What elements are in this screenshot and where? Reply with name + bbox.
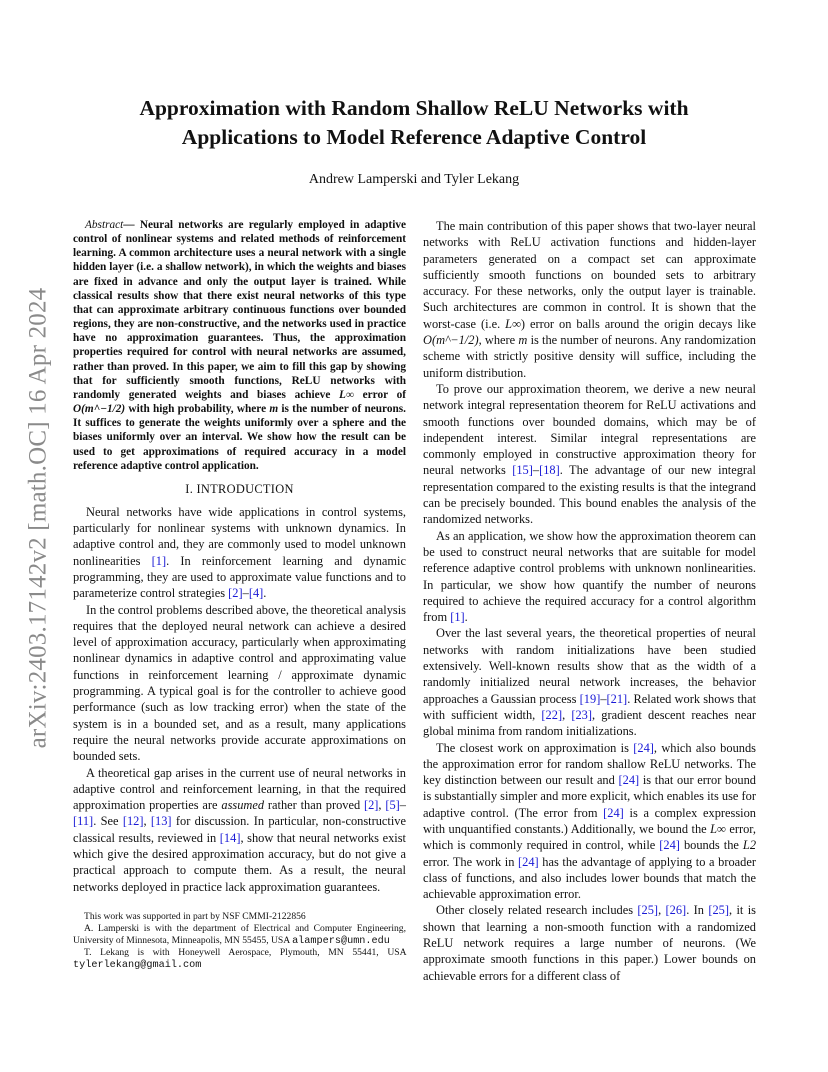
text-run: Other closely related research includes xyxy=(436,903,638,918)
abstract-label: Abstract xyxy=(85,219,124,231)
right-paragraph-6 xyxy=(423,902,756,983)
abstract xyxy=(73,218,406,473)
abstract-text-4: is the number of neurons. It suffices to generate the weights uniformly over a sphere and the biases uniformly over an interval. We show how the result can be used to get approximations of required accuracy in a model reference adaptive control application. xyxy=(73,403,406,472)
text-run: is the number of neurons. Any randomization scheme with strictly positive density will suffice, including the uniform distribution. xyxy=(423,333,756,380)
email-lekang[interactable]: tylerlekang@gmail.com xyxy=(73,960,202,972)
text-run: . The advantage of our new integral representation compared to the existing results is that the integrand can be precisely bounded. This bound enables the analysis of the randomized networks. xyxy=(423,463,756,527)
citation-link[interactable]: [25] xyxy=(708,903,729,918)
text-run: . In xyxy=(686,903,709,918)
text-run: A. Lamperski is with the department of Electrical and Computer Engineering, University of Minnesota, Minneapolis, MN 55455, USA xyxy=(73,922,406,946)
text-run: , xyxy=(658,903,666,918)
email-lamperski[interactable]: alampers@umn.edu xyxy=(292,935,390,947)
text-run: To prove our approximation theorem, we derive a new neural network integral representation theorem for ReLU activations and smooth functions over bounded domains, which may be of independent interest. Similar integral representations are commonly employed in constructive approximation theory for neural networks xyxy=(423,381,756,478)
text-run: error, which is commonly required in control, while xyxy=(423,821,756,853)
section-heading-introduction: I. INTRODUCTION xyxy=(185,481,294,496)
citation-link[interactable]: [5] xyxy=(385,798,400,813)
title-line-2: Applications to Model Reference Adaptive Control xyxy=(181,125,647,149)
citation-link[interactable]: [18] xyxy=(539,463,560,478)
left-column xyxy=(73,218,406,972)
abstract-text-3: with high probability, where xyxy=(125,403,270,416)
right-paragraph-4 xyxy=(423,625,756,739)
text-run: , it is shown that learning a non-smooth function with a randomized ReLU network requires a large number of neurons. (We approximate smooth functions in this paper.) Lower bounds on achievable errors for a different class of xyxy=(423,903,756,983)
text-run: – xyxy=(242,586,249,601)
text-run: . Related work shows that with sufficient width, xyxy=(423,691,757,722)
citation-link[interactable]: [15] xyxy=(512,463,533,478)
footnote-lamperski xyxy=(73,923,406,948)
text-run: rather than proved xyxy=(264,798,364,813)
citation-link[interactable]: [21] xyxy=(606,691,628,706)
text-run: Neural networks have wide applications in control systems, particularly for nonlinear systems with unknown dynamics. In adaptive control and, they are commonly used to model unknown nonlinearities xyxy=(73,504,406,568)
abstract-text-1: Neural networks are regularly employed in adaptive control of nonlinear systems and related methods of reinforcement learning. A common architecture uses a neural network with a single hidden layer (i.e. a shallow network), in which the weights and biases are fixed in advance and only the output layer is trained. While classical results show that there exist neural networks of this type that can approximate arbitrary continuous functions over bounded regions, they are non-constructive, and the networks used in practice have no approximation guarantees. Thus, the approximation properties required for control with neural networks are assumed, rather than proved. In this paper, we aim to fill this gap by showing that for sufficiently smooth functions, ReLU networks with randomly generated weights and biases achieve xyxy=(73,219,406,401)
abstract-math-linf: L∞ xyxy=(339,388,354,401)
text-run: The main contribution of this paper shows that two-layer neural networks with ReLU activation functions and hidden-layer parameters generated on a compact set can approximate sufficiently smooth functions on bounded sets to arbitrary accuracy. For these networks, only the output layer is trainable. Such architectures are common in control. It is shown that the worst-case (i.e. xyxy=(423,219,756,331)
citation-link[interactable]: [2] xyxy=(363,798,379,813)
intro-paragraph-2: In the control problems described above, the theoretical analysis requires that the deployed neural network can achieve a desired level of approximation accuracy, particularly when approximating nonlinear dynamics in adaptive control and approximating value functions in reinforcement learning / approximate dynamic programming. A typical goal is for the controller to achieve good performance (such as low tracking error) when the state of the system is in a bounded set, and as a result, many applications require the neural networks provide accurate approximations on bounded sets. xyxy=(73,602,406,764)
text-run: . xyxy=(464,610,468,625)
title-line-1: Approximation with Random Shallow ReLU Networks with xyxy=(139,96,689,120)
abstract-text-2: error of xyxy=(353,388,407,401)
citation-link[interactable]: [2] xyxy=(228,586,243,601)
text-run: . In reinforcement learning and dynamic programming, they are used to approximate value functions and to parameterize control strategies xyxy=(73,553,407,601)
text-run: is a complex expression with unquantified constants.) Additionally, we bound the xyxy=(423,805,756,836)
text-run: ) error on balls around the origin decays like xyxy=(520,316,756,331)
text-run: , xyxy=(562,707,572,722)
text-run: – xyxy=(532,463,540,478)
text-run: The closest work on approximation is xyxy=(436,740,634,755)
citation-link[interactable]: [11] xyxy=(73,814,94,829)
math-order: O(m^−1/2) xyxy=(423,333,479,348)
paper-title xyxy=(90,94,738,152)
math-linf: L∞ xyxy=(710,821,726,836)
footnote-support: This work was supported in part by NSF CMMI-2122856 xyxy=(84,910,306,922)
text-run: , xyxy=(143,814,151,829)
citation-link[interactable]: [13] xyxy=(150,814,172,829)
text-run: error. The work in xyxy=(423,854,519,869)
text-run: – xyxy=(399,798,406,813)
footnotes xyxy=(73,911,406,972)
text-run: , show that neural networks exist which give the desired approximation accuracy, but do not give a practical approach to compute them. As a result, the neural networks deployed in practice lack approximation guarantees. xyxy=(73,830,406,894)
abstract-dash: — xyxy=(123,219,140,231)
citation-link[interactable]: [24] xyxy=(659,838,680,853)
citation-link[interactable]: [24] xyxy=(603,805,624,820)
right-paragraph-3 xyxy=(423,528,756,626)
citation-link[interactable]: [1] xyxy=(151,553,167,568)
text-run: , where xyxy=(478,333,519,348)
text-run: has the advantage of applying to a broader class of functions, and also includes lower bounds that match the achievable approximation error. xyxy=(423,854,756,902)
right-paragraph-2 xyxy=(423,381,756,528)
citation-link[interactable]: [4] xyxy=(248,586,264,601)
text-run: As an application, we show how the approximation theorem can be used to construct neural networks that are suitable for model reference adaptive control problems with unknown nonlinearities. In particular, we show how quantify the number of neurons required to achieve the required accuracy for a control algorithm from xyxy=(423,528,756,625)
text-run: , xyxy=(378,798,386,813)
citation-link[interactable]: [24] xyxy=(518,854,539,869)
right-paragraph-1 xyxy=(423,218,756,381)
paper-authors: Andrew Lamperski and Tyler Lekang xyxy=(308,172,520,187)
right-paragraph-5 xyxy=(423,740,756,903)
text-run: . xyxy=(263,586,267,601)
intro-paragraph-1 xyxy=(73,504,406,602)
math-linf: L∞ xyxy=(505,316,521,331)
math-l2: L2 xyxy=(742,838,757,853)
arxiv-stamp-text: arXiv:2403.17142v2 [math.OC] 16 Apr 2024 xyxy=(24,287,52,749)
citation-link[interactable]: [12] xyxy=(122,814,144,829)
citation-link[interactable]: [1] xyxy=(450,610,465,625)
text-run: , gradient descent reaches near global minima from random initializations. xyxy=(423,707,756,739)
text-run: T. Lekang is with Honeywell Aerospace, Plymouth, MN 55441, USA xyxy=(84,947,406,959)
right-column xyxy=(423,218,756,984)
text-run: Over the last several years, the theoretical properties of neural networks with random initializations have been studied extensively. Well-known results show that as the width of a randomly initialized neural network increases, the behavior approaches a Gaussian process xyxy=(423,626,756,706)
footnote-lekang xyxy=(73,947,406,972)
abstract-math-m: m xyxy=(269,403,279,416)
text-run: , which also bounds the approximation error for random shallow ReLU networks. The key distinction between our result and xyxy=(423,740,756,788)
text-run: . See xyxy=(93,814,123,829)
text-run: bounds the xyxy=(679,838,743,853)
citation-link[interactable]: [19] xyxy=(579,691,601,706)
text-run: A theoretical gap arises in the current use of neural networks in adaptive control and reinforcement learning, in that the required approximation properties are xyxy=(73,765,406,813)
citation-link[interactable]: [25] xyxy=(637,903,659,918)
abstract-math-order: O(m^−1/2) xyxy=(73,403,126,416)
emphasis-assumed: assumed xyxy=(221,798,265,813)
citation-link[interactable]: [23] xyxy=(571,707,592,722)
citation-link[interactable]: [14] xyxy=(219,830,241,845)
citation-link[interactable]: [22] xyxy=(541,707,563,722)
text-run: for discussion. In particular, non-constructive classical results, reviewed in xyxy=(73,814,407,845)
text-run: – xyxy=(600,691,607,706)
text-run: is that our error bound is substantially simpler and more explicit, which enables its use for adaptive control. (The error from xyxy=(423,773,756,820)
citation-link[interactable]: [26] xyxy=(665,903,687,918)
math-m: m xyxy=(518,333,528,348)
arxiv-identifier-stamp xyxy=(18,268,58,768)
citation-link[interactable]: [24] xyxy=(618,773,640,788)
citation-link[interactable]: [24] xyxy=(633,740,654,755)
intro-paragraph-3 xyxy=(73,765,406,895)
